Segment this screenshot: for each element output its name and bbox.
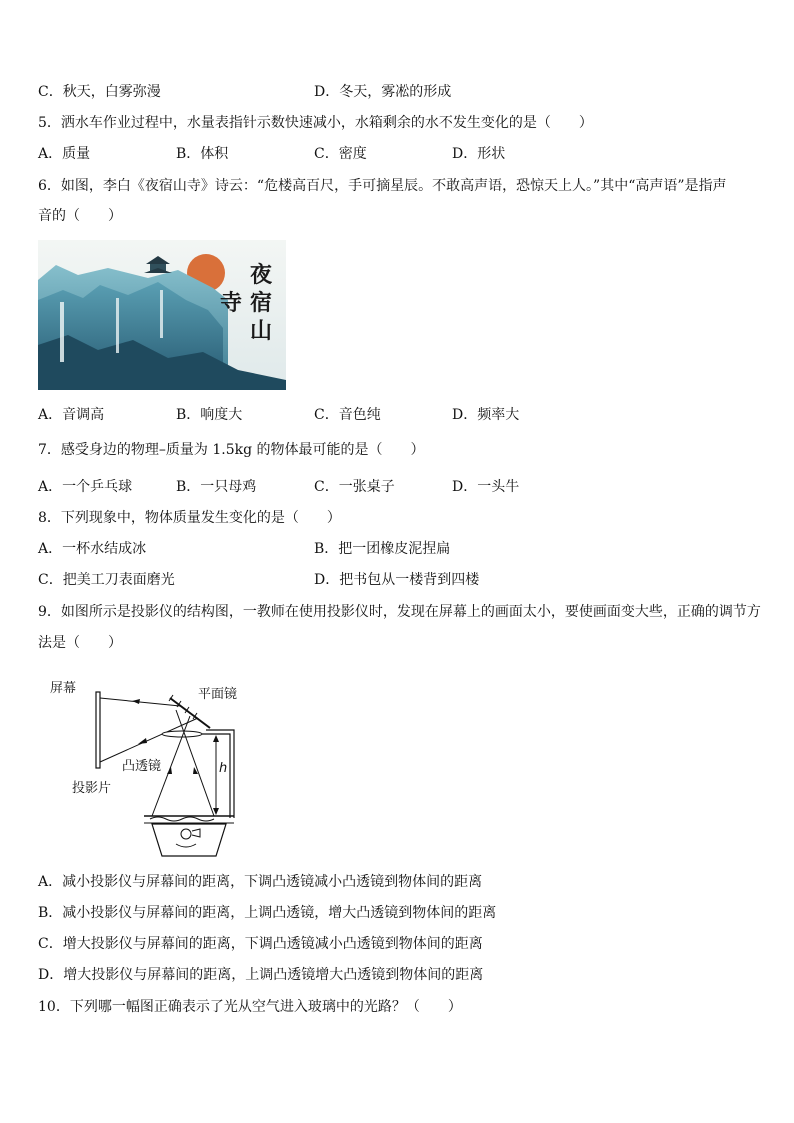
label-lens: 凸透镜 bbox=[122, 759, 162, 774]
q4-option-d: D．冬天，雾凇的形成 bbox=[314, 84, 452, 100]
mirror-shape bbox=[170, 698, 210, 728]
q8-option-c: C．把美工刀表面磨光 bbox=[38, 572, 175, 588]
poster-char-1: 夜 bbox=[250, 262, 273, 288]
q8-option-b: B．把一团橡皮泥捏扁 bbox=[314, 541, 451, 557]
q6-option-b: B．响度大 bbox=[176, 407, 243, 423]
q6-option-c: C．音色纯 bbox=[314, 407, 381, 423]
lamp-shape bbox=[181, 829, 191, 839]
q7-option-b: B．一只母鸡 bbox=[176, 479, 257, 495]
poster-char-3: 山 bbox=[250, 318, 273, 344]
q7-option-a: A．一个乒乓球 bbox=[38, 479, 133, 495]
q9-option-c: C．增大投影仪与屏幕间的距离，下调凸透镜减小凸透镜到物体间的距离 bbox=[38, 936, 483, 952]
q6-option-d: D．频率大 bbox=[452, 407, 520, 423]
q7-option-c: C．一张桌子 bbox=[314, 479, 395, 495]
label-h: h bbox=[219, 761, 228, 776]
q5-stem: 5．洒水车作业过程中，水量表指针示数快速减小，水箱剩余的水不发生变化的是（ ） bbox=[38, 115, 593, 131]
q9-option-a: A．减小投影仪与屏幕间的距离，下调凸透镜减小凸透镜到物体间的距离 bbox=[38, 874, 483, 890]
q8-option-a: A．一杯水结成冰 bbox=[38, 541, 147, 557]
q8-stem: 8．下列现象中，物体质量发生变化的是（ ） bbox=[38, 510, 341, 526]
poster-char-2: 宿 bbox=[250, 290, 273, 316]
q9-stem-line2: 法是（ ） bbox=[38, 635, 122, 651]
q6-option-a: A．音调高 bbox=[38, 407, 105, 423]
label-screen: 屏幕 bbox=[50, 681, 77, 696]
q8-option-d: D．把书包从一楼背到四楼 bbox=[314, 572, 480, 588]
q6-stem-line1: 6．如图，李白《夜宿山寺》诗云：“危楼高百尺，手可摘星辰。不敢高声语，恐惊天上人。”其中“高声语”是指声 bbox=[38, 178, 727, 194]
q7-stem: 7．感受身边的物理–质量为 1.5kg 的物体最可能的是（ ） bbox=[38, 442, 425, 458]
q5-option-c: C．密度 bbox=[314, 146, 367, 162]
q10-stem: 10．下列哪一幅图正确表示了光从空气进入玻璃中的光路？（ ） bbox=[38, 999, 462, 1015]
poster-char-4: 寺 bbox=[220, 290, 243, 316]
q9-stem-line1: 9．如图所示是投影仪的结构图，一教师在使用投影仪时，发现在屏幕上的画面太小，要使画面变大些，正确的调节方 bbox=[38, 604, 761, 620]
q5-option-d: D．形状 bbox=[452, 146, 506, 162]
label-mirror: 平面镜 bbox=[198, 687, 238, 702]
q7-option-d: D．一头牛 bbox=[452, 479, 520, 495]
label-slide: 投影片 bbox=[72, 781, 112, 796]
q9-option-d: D．增大投影仪与屏幕间的距离，上调凸透镜增大凸透镜到物体间的距离 bbox=[38, 967, 484, 983]
q6-stem-line2: 音的（ ） bbox=[38, 208, 122, 224]
poster-image bbox=[38, 240, 286, 390]
q4-option-c: C．秋天，白雾弥漫 bbox=[38, 84, 161, 100]
screen-shape bbox=[96, 692, 100, 768]
q5-option-b: B．体积 bbox=[176, 146, 229, 162]
q5-option-a: A．质量 bbox=[38, 146, 91, 162]
projector-diagram bbox=[40, 668, 250, 858]
q9-option-b: B．减小投影仪与屏幕间的距离，上调凸透镜，增大凸透镜到物体间的距离 bbox=[38, 905, 497, 921]
